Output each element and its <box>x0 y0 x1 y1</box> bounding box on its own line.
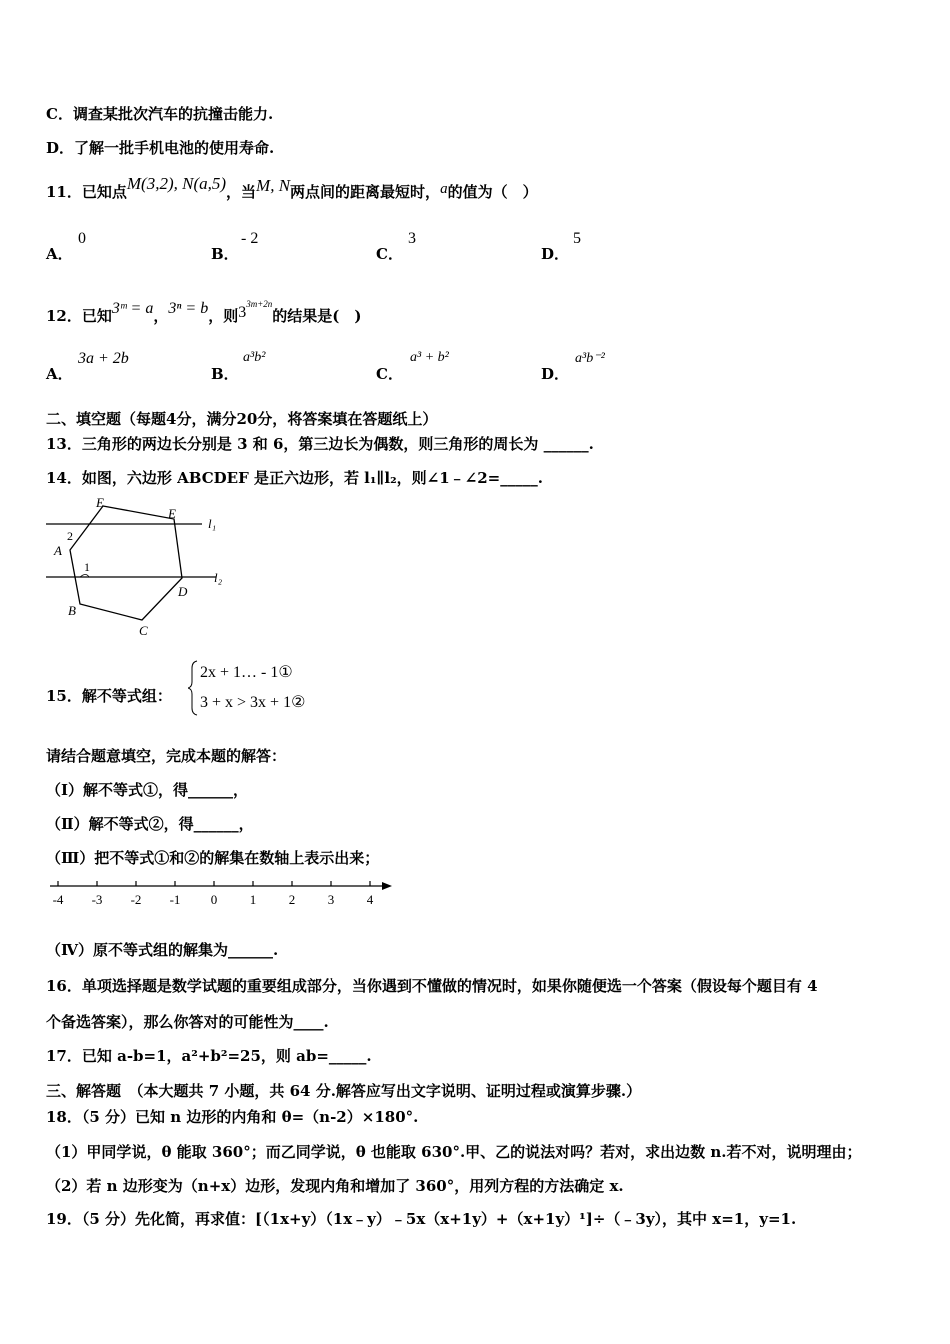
q12-option-b-label: B． <box>211 365 239 383</box>
number-line-tick-label: 4 <box>366 892 374 907</box>
vertex-label-f: E <box>96 495 104 510</box>
system-row-1: 2x + 1… - 1① <box>200 664 293 681</box>
system-row-2: 3 + x > 3x + 1② <box>200 694 306 711</box>
question-16-line-2: 个备选答案），那么你答对的可能性为____. <box>46 1013 329 1031</box>
q12-math-2: 3ⁿ = b <box>168 300 209 317</box>
q11-math-mn: M, N <box>256 176 291 195</box>
q11-text-d: 的值为（ ） <box>447 183 538 201</box>
q11-option-b-label: B． <box>211 245 239 263</box>
q11-text-c: 两点间的距离最短时， <box>290 183 441 201</box>
q12-text-b: ， <box>153 307 169 325</box>
q11-option-b-value: - 2 <box>241 230 259 247</box>
vertex-label-b: B <box>68 603 76 618</box>
q11-text-b: ，当 <box>226 183 257 201</box>
q15-part-i: （Ⅰ）解不等式①，得______， <box>46 781 249 799</box>
vertex-label-d: D <box>178 584 188 599</box>
q15-part-iii: （Ⅲ）把不等式①和②的解集在数轴上表示出来； <box>46 849 380 867</box>
q12-option-b-value: a³b² <box>243 350 266 365</box>
q12-option-c-value: a³ + b² <box>410 350 449 365</box>
q11-math-a: a <box>440 181 448 197</box>
q12-text-d: 的结果是( ) <box>272 307 362 325</box>
q12-math-1: 3ᵐ = a <box>111 300 154 317</box>
q12-math-3-base: 3 <box>238 304 247 321</box>
q12-option-d-label: D． <box>541 365 570 383</box>
number-line-tick-label: -1 <box>169 892 181 907</box>
question-19: 19．（5 分）先化简，再求值：[（1x+y）（1x﹣y）﹣5x（x+1y）+（x+1y）¹]÷（﹣3y），其中 x=1，y=1. <box>46 1210 797 1228</box>
question-18-part-2: （2）若 n 边形变为（n+x）边形，发现内角和增加了 360°，用列方程的方法确定 x. <box>46 1177 624 1195</box>
vertex-label-a: A <box>54 543 62 558</box>
q15-intro: 请结合题意填空，完成本题的解答： <box>46 747 287 765</box>
number-line-arrow-icon <box>382 882 392 890</box>
number-line-tick-label: -4 <box>52 892 64 907</box>
section-3-heading: 三、解答题 （本大题共 7 小题，共 64 分.解答应写出文字说明、证明过程或演算步骤.） <box>46 1082 642 1100</box>
q12-math-3-exp: 3m+2n <box>246 299 273 309</box>
q15-part-iv: （Ⅳ）原不等式组的解集为______. <box>46 941 279 959</box>
question-15: 15．解不等式组： <box>46 687 172 705</box>
number-line-tick-label: -3 <box>91 892 103 907</box>
q11-math-points: M(3,2), N(a,5) <box>126 174 227 193</box>
line-label-l1: l₁ <box>208 516 217 531</box>
option-c-line: C．调查某批次汽车的抗撞击能力. <box>46 105 274 123</box>
vertex-label-e: E <box>168 506 176 521</box>
q11-text-a: 11．已知点 <box>46 183 127 201</box>
number-line-tick-label: -2 <box>130 892 142 907</box>
angle-label-1: 1 <box>84 560 90 574</box>
question-14: 14．如图，六边形 ABCDEF 是正六边形，若 l₁∥l₂，则∠1﹣∠2=_____. <box>46 469 543 487</box>
inequality-system <box>188 660 328 718</box>
question-11 <box>46 174 538 203</box>
question-13: 13．三角形的两边长分别是 3 和 6，第三边长为偶数，则三角形的周长为 ______. <box>46 435 594 453</box>
number-line-tick-label: 1 <box>249 892 257 907</box>
question-18: 18．（5 分）已知 n 边形的内角和 θ=（n-2）×180°. <box>46 1108 419 1126</box>
q12-option-d-value: a³b⁻² <box>575 351 605 366</box>
option-d-line: D．了解一批手机电池的使用寿命. <box>46 139 275 157</box>
q15-part-ii: （Ⅱ）解不等式②，得______， <box>46 815 254 833</box>
number-line-tick-label: 2 <box>288 892 296 907</box>
q12-option-c-label: C． <box>376 365 403 383</box>
q11-option-a-value: 0 <box>78 230 86 247</box>
question-18-part-1: （1）甲同学说，θ 能取 360°；而乙同学说，θ 也能取 630°.甲、乙的说法对吗？若对，求出边数 n.若不对，说明理由； <box>46 1143 862 1161</box>
q11-option-c-label: C． <box>376 245 403 263</box>
vertex-label-c: C <box>139 623 148 638</box>
question-17: 17．已知 a-b=1，a²+b²=25，则 ab=_____. <box>46 1047 372 1065</box>
q12-option-a-value: 3a + 2b <box>78 350 129 367</box>
q12-text-a: 12．已知 <box>46 307 112 325</box>
q12-option-a-label: A． <box>46 365 73 383</box>
q11-option-d-label: D． <box>541 245 570 263</box>
number-line <box>40 872 400 912</box>
section-2-heading: 二、填空题（每题4分，满分20分，将答案填在答题纸上） <box>46 410 438 428</box>
system-brace-icon <box>188 660 198 716</box>
q12-text-c: ，则 <box>208 307 239 325</box>
question-12 <box>46 299 362 327</box>
number-line-tick-label: 3 <box>327 892 335 907</box>
hexagon-figure <box>40 492 240 642</box>
q11-option-d-value: 5 <box>573 230 581 247</box>
q11-option-c-value: 3 <box>408 230 416 247</box>
line-label-l2: l₂ <box>214 570 223 585</box>
number-line-tick-label: 0 <box>210 892 218 907</box>
angle-label-2: 2 <box>67 529 73 543</box>
question-16-line-1: 16．单项选择题是数学试题的重要组成部分，当你遇到不懂做的情况时，如果你随便选一个答案（假设每个题目有 4 <box>46 977 818 995</box>
q11-option-a-label: A． <box>46 245 73 263</box>
